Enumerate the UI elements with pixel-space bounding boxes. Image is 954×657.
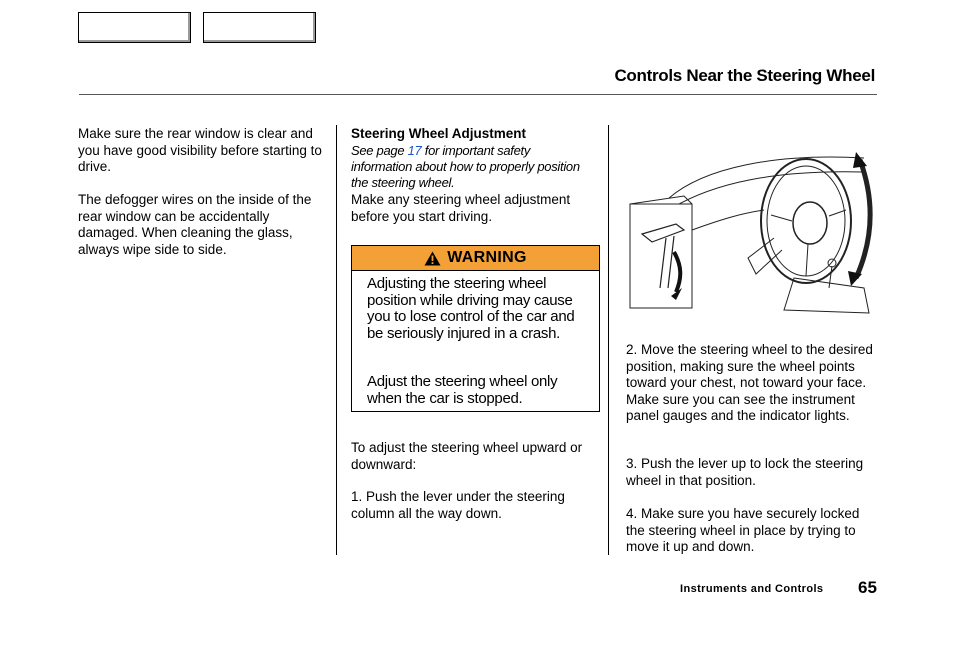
- warning-text-1: Adjusting the steering wheel position while driving may cause you to lose control of the car and be seriously injured in a crash.: [367, 275, 575, 342]
- warning-box: [351, 245, 600, 412]
- warning-icon: [424, 251, 441, 266]
- warning-label: WARNING: [447, 249, 527, 266]
- page-number: 65: [858, 578, 877, 597]
- step-1-number: 1.: [351, 489, 363, 504]
- step-2: [626, 342, 878, 425]
- safety-note-prefix: See page: [351, 143, 408, 158]
- step-4: [626, 506, 878, 556]
- page-reference-link[interactable]: 17: [407, 143, 422, 158]
- column-divider-left: [336, 125, 337, 555]
- step-4-text: Make sure you have securely locked the steering wheel in place by trying to move it up and down.: [626, 506, 860, 554]
- next-page-button[interactable]: [203, 12, 316, 43]
- column-divider-right: [608, 125, 609, 555]
- warning-text-2: Adjust the steering wheel only when the car is stopped.: [367, 373, 558, 407]
- step-3-number: 3.: [626, 456, 638, 471]
- title-rule: [79, 94, 877, 95]
- defogger-paragraph: The defogger wires on the inside of the rear window can be accidentally damaged. When cleaning the glass, always wipe side to side.: [78, 192, 312, 257]
- adjust-instructions: To adjust the steering wheel upward or downward:: [351, 440, 583, 472]
- step-3: [626, 456, 878, 489]
- section-heading: Steering Wheel Adjustment: [351, 126, 527, 141]
- steering-wheel-illustration: [624, 138, 876, 328]
- step-2-text: Move the steering wheel to the desired position, making sure the wheel points toward your chest, not toward your face. Make sure you can see the instrument panel gauges and the indicator lights.: [626, 342, 873, 423]
- safety-note-suffix: for important safety information about how to properly position the steering wheel.: [351, 143, 580, 190]
- step-4-number: 4.: [626, 506, 638, 521]
- adjustment-intro: Make any steering wheel adjustment before you start driving.: [351, 192, 571, 224]
- previous-page-button[interactable]: [78, 12, 191, 43]
- step-1-text: Push the lever under the steering column all the way down.: [351, 489, 565, 521]
- safety-note: [351, 143, 591, 191]
- step-1: [351, 489, 601, 522]
- step-2-number: 2.: [626, 342, 638, 357]
- rear-window-paragraph: Make sure the rear window is clear and you have good visibility before starting to drive.: [78, 126, 322, 174]
- page-title: Controls Near the Steering Wheel: [614, 66, 875, 85]
- warning-header: [352, 246, 599, 271]
- footer-section-label: Instruments and Controls: [680, 583, 824, 595]
- step-3-text: Push the lever up to lock the steering wheel in that position.: [626, 456, 864, 488]
